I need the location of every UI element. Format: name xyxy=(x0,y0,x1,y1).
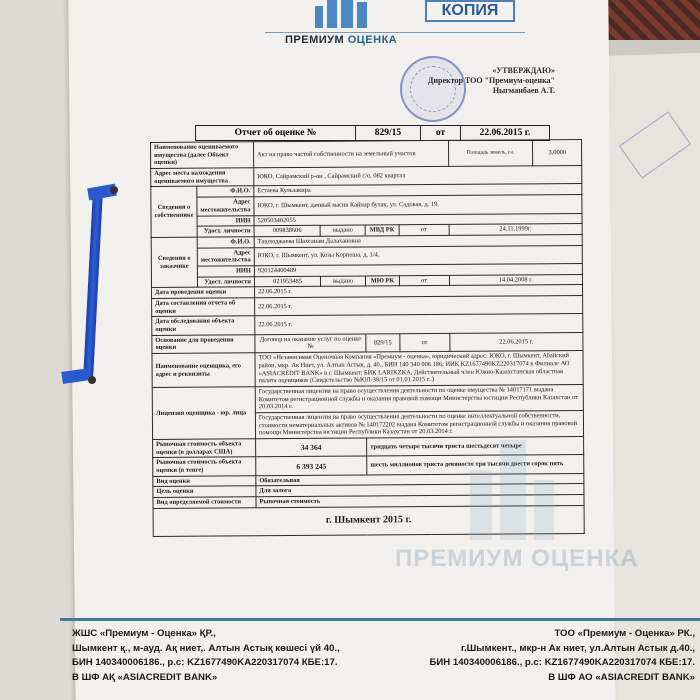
logo-text-part1: ПРЕМИУМ xyxy=(285,34,345,46)
logo-text-part2: ОЦЕНКА xyxy=(347,34,398,46)
approval-line2: Директор ТОО "Премиум-оценка" xyxy=(427,76,555,85)
valuation-type-value: Обязательная xyxy=(256,473,584,486)
market-value-kzt: 6 393 245 xyxy=(256,456,367,475)
rug-background xyxy=(600,0,700,40)
approval-line1: «УТВЕРЖДАЮ» xyxy=(492,66,555,75)
logo-underline xyxy=(265,32,525,33)
license-value-1: Государственная лицензия на право осуществления деятельности по оценке имущества № 14017171 выдана Комитетом регистрационной службы и оказания правовой помощи Министерства юстиции Республики Казахстан от 20.03.2014 г. xyxy=(255,384,583,412)
footer-divider xyxy=(60,618,700,621)
table-row xyxy=(152,384,583,413)
customer-address-value: ЮКО, г. Шымкент, ул. Козы Корпеша, д. 1/4. xyxy=(254,245,582,266)
owner-from-label: от xyxy=(399,225,449,236)
area-value: 3,0000 xyxy=(533,139,582,165)
owner-address-value: ЮКО, г. Шымкент, дачный масив Кайнар булак, ул. Садовая, д. 19. xyxy=(254,195,582,216)
report-number: 829/15 xyxy=(356,126,421,140)
basis-contract-text: Договор на оказание услуг по оценке № xyxy=(255,334,366,353)
owner-fio-value: Естаева Кульзакира xyxy=(254,184,582,197)
watermark-building-icon xyxy=(534,480,554,540)
punch-hole-icon xyxy=(110,186,118,194)
market-value-usd: 34 364 xyxy=(256,438,367,457)
footer-left-line: Шымкент қ., м-ауд. Ақ ниет,. Алтын Астық көшесі үй 40., xyxy=(72,642,340,654)
basis-label: Основание для проведения оценки xyxy=(152,335,255,354)
owner-id-value: 009838606 xyxy=(254,226,320,237)
owner-id-label: Удост. личности xyxy=(197,226,254,237)
punch-hole-icon xyxy=(88,376,96,384)
owner-issue-date: 24.11.1999г. xyxy=(449,224,583,236)
customer-iin-value: 920124400489 xyxy=(254,263,582,276)
object-address-label: Адрес места нахождения оцениваемого имущества xyxy=(151,168,254,187)
market-value-kzt-words: шесть миллионов триста девяносто три тысячи двести сорок пять xyxy=(367,455,584,475)
report-date-value: 22.06.2015 г. xyxy=(255,295,583,316)
object-address-value: ЮКО, Сайрамский р-он , Сайрамский с/о, 082 квартал xyxy=(254,166,582,187)
valuation-date-label: Дата проведения оценки xyxy=(152,287,255,298)
customer-issuer: МЮ РК xyxy=(366,275,400,286)
object-name-label: Наименование оцениваемого имущества (далее Объект оценки) xyxy=(151,142,254,169)
owner-fio-label: Ф.И.О. xyxy=(197,186,254,197)
owner-address-label: Адрес местожительства xyxy=(197,197,254,216)
value-type-label: Вид определяемой стоимости xyxy=(153,497,256,508)
license-label: Лицензия оценщика - юр. лица xyxy=(152,387,255,440)
footer-left-line: В ШФ АҚ «ASIACREDIT BANK» xyxy=(72,671,218,683)
owner-section-label: Сведения о собственнике xyxy=(151,187,197,238)
footer-right xyxy=(380,627,695,685)
area-label: Площадь земель, га. xyxy=(448,140,533,167)
copy-stamp: КОПИЯ xyxy=(425,0,515,22)
report-from-label: от xyxy=(421,126,461,140)
valuation-purpose-value: Для залога xyxy=(256,484,584,497)
watermark-building-icon xyxy=(470,470,492,540)
value-type-value: Рыночная стоимость xyxy=(256,495,584,508)
owner-issued-label: выдано xyxy=(320,225,365,236)
owner-issuer: МВД РК xyxy=(365,225,399,236)
logo-text xyxy=(285,34,397,46)
customer-issue-date: 14.04.2008 г. xyxy=(449,274,583,286)
valuation-date-value: 22.06.2015 г. xyxy=(254,285,582,298)
customer-address-label: Адрес местожительства xyxy=(197,247,254,266)
license-value-2: Государственная лицензия на право осуществления деятельности по оценке интеллектуальной собственности, стоимости нематериальных активов № 140172202 выдана Комитетом регистрационной службы и оказания правовой помощи Министерства юстиции Республики Казахстан от 20.03.2014 г. xyxy=(255,410,583,438)
inspection-date-label: Дата обследования объекта оценки xyxy=(152,316,255,335)
table-row xyxy=(152,351,583,388)
customer-from-label: от xyxy=(399,275,449,286)
footer-left xyxy=(72,627,340,685)
valuation-purpose-label: Цель оценки xyxy=(153,486,256,497)
watermark-building-icon xyxy=(500,440,526,540)
footer-right-line: БИН 140340006186., р.с: KZ1677490KA220317074 КБЕ:17. xyxy=(429,657,695,668)
market-value-usd-label: Рыночная стоимость объекта оценки (в долларах США) xyxy=(153,439,256,458)
market-value-kzt-label: Рыночная стоимость объекта оценки (в тенге) xyxy=(153,457,256,476)
footer-left-line: ЖШС «Премиум - Оценка» ҚР., xyxy=(72,628,216,639)
customer-id-value: 021953485 xyxy=(254,276,320,287)
inspection-date-value: 22.06.2015 г. xyxy=(255,314,583,335)
customer-section-label: Сведения о заказчике xyxy=(151,237,197,288)
approval-block xyxy=(405,66,555,96)
report-date-label: Дата составления отчета об оценки xyxy=(152,298,255,317)
table-row xyxy=(151,139,582,168)
customer-id-label: Удост. личности xyxy=(197,276,254,287)
basis-contract-date: 22.06.2015 г. xyxy=(449,332,583,351)
watermark-text: ПРЕМИУМ ОЦЕНКА xyxy=(395,545,639,572)
appraiser-label: Наименование оценщика, его адрес и реквизиты xyxy=(152,353,255,387)
market-value-usd-words: тридцать четыре тысячи триста шестьдесят четыре xyxy=(367,436,584,456)
customer-issued-label: выдано xyxy=(321,276,366,287)
footer-right-line: В ШФ АО «ASIACREDIT BANK» xyxy=(548,671,695,683)
footer-left-line: БИН 140340006186., р.с: KZ1677490KA220317074 КБЕ:17. xyxy=(72,657,338,668)
basis-from-label: от xyxy=(400,333,450,352)
owner-iin-label: ИИН xyxy=(197,215,254,226)
appraiser-value: ТОО «Независимая Оценочная Компания «Премиум - оценка», юридический адрес: ЮКО, г. Шымкент, Абайский район, мкр. Ак Ниет, ул. Алтын Астык, д. 40., БИН 140 340 006 186; ИИК KZ1677490KZ220317074 в Филиале АО «ASIACREDIT BANK» в г. Шымкент; БИК LARIKZKA, Действительный член Южно-Казахстанская областная палата оценщиков (Свидетельство №ЮЛ-38/15 от 01.01.2015 г..) xyxy=(255,351,583,387)
valuation-type-label: Вид оценки xyxy=(153,476,256,487)
basis-contract-number: 829/15 xyxy=(366,334,400,353)
city-year: г. Шымкент 2015 г. xyxy=(153,505,584,536)
report-title: Отчет об оценке № xyxy=(196,126,356,140)
customer-fio-value: Ташходжаева Шахсанам Далахановна xyxy=(254,234,582,247)
object-name-value: Акт на право частой собственности на земельный участок xyxy=(253,140,448,167)
customer-fio-label: Ф.И.О. xyxy=(197,237,254,248)
customer-iin-label: ИИН xyxy=(197,266,254,277)
owner-iin-value: 520503402055 xyxy=(254,213,582,226)
footer-right-line: ТОО «Премиум - Оценка» РК., xyxy=(554,628,695,639)
approval-line3: Ныгманбаев А.Т. xyxy=(492,86,555,95)
footer-right-line: г.Шымкент., мкр-н Ак ниет, ул.Алтын Астык д.40., xyxy=(460,642,695,654)
report-date: 22.06.2015 г. xyxy=(479,128,531,138)
